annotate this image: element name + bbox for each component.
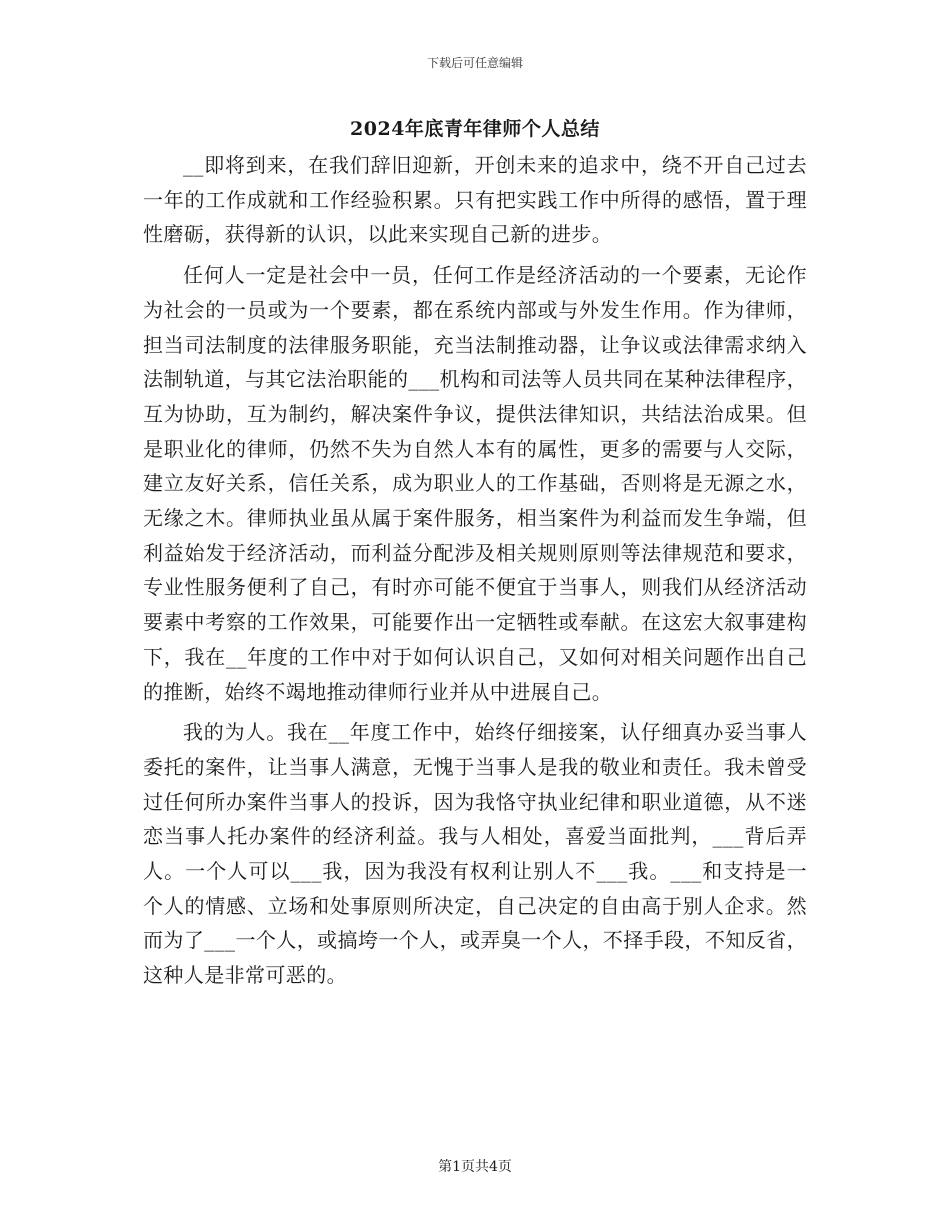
header-note: 下载后可任意编辑 xyxy=(426,56,523,70)
paragraph-2: 任何人一定是社会中一员，任何工作是经济活动的一个要素，无论作为社会的一员或为一个要素，都在系统内部或与外发生作用。作为律师，担当司法制度的法律服务职能，充当法制推动器，让争议或法律需求纳入法制轨道，与其它法治职能的___机构和司法等人员共同在某种法律程序，互为协助，互为制约，解决案件争议，提供法律知识，共结法治成果。但是职业化的律师，仍然不失为自然人本有的属性，更多的需要与人交际，建立友好关系，信任关系，成为职业人的工作基础，否则将是无源之水，无缘之木。律师执业虽从属于案件服务，相当案件为利益而发生争端，但利益始发于经济活动，而利益分配涉及相关规则原则等法律规范和要求，专业性服务便利了自己，有时亦可能不便宜于当事人，则我们从经济活动要素中考察的工作效果，可能要作出一定牺牲或奉献。在这宏大叙事建构下，我在__年度的工作中对于如何认识自己，又如何对相关问题作出自己的推断，始终不竭地推动律师行业并从中进展自己。 xyxy=(143,263,807,704)
paragraph-1: __即将到来，在我们辞旧迎新，开创未来的追求中，绕不开自己过去一年的工作成就和工作经验积累。只有把实践工作中所得的感悟，置于理性磨砺，获得新的认识，以此来实现自己新的进步。 xyxy=(143,153,807,247)
document-body xyxy=(143,148,807,999)
paragraph-3: 我的为人。我在__年度工作中，始终仔细接案，认仔细真办妥当事人委托的案件，让当事人满意，无愧于当事人是我的敬业和责任。我未曾受过任何所办案件当事人的投诉，因为我恪守执业纪律和职业道德，从不迷恋当事人托办案件的经济利益。我与人相处，喜爱当面批判，___背后弄人。一个人可以___我，因为我没有权利让别人不___我。___和支持是一个人的情感、立场和处事原则所决定，自己决定的自由高于别人企求。然而为了___一个人，或搞垮一个人，或弄臭一个人，不择手段，不知反省，这种人是非常可恶的。 xyxy=(143,720,807,988)
document-title: 2024年底青年律师个人总结 xyxy=(350,118,600,140)
page-number: 第1页共4页 xyxy=(438,1159,512,1175)
